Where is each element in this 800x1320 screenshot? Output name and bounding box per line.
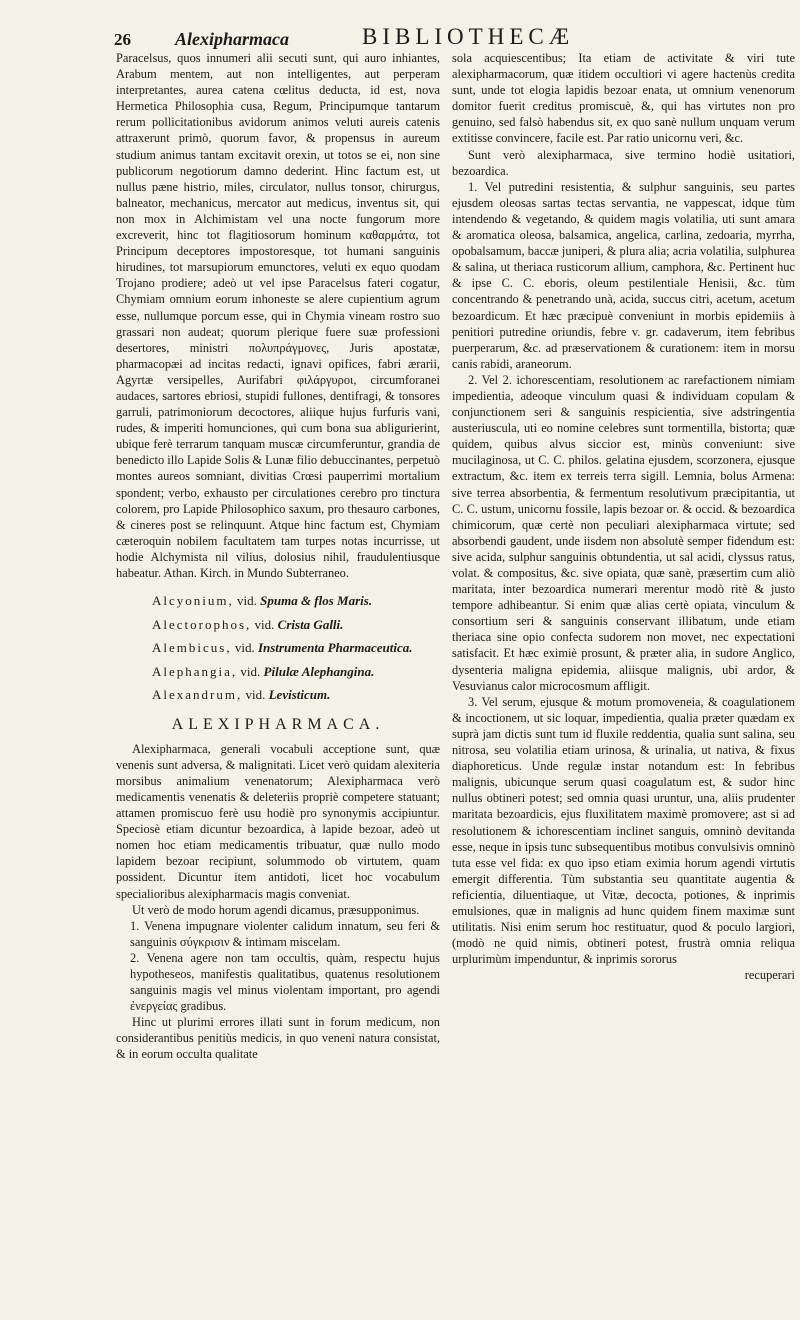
entry-reference: Instrumenta Pharmaceutica. [257,640,413,656]
entry-reference: Levisticum. [268,687,331,703]
see-prefix: vid. [237,593,257,609]
numbered-item: 1. Venena impugnare violenter calidum innatum, seu feri & sanguinis σύγκρισιν & intimam miscelam. [130,918,440,949]
paragraph: Alexipharmaca, generali vocabuli acceptione sunt, quæ venenis sunt adversa, & malignitati. Licet verò quidam alexiteria morsibus animalium venenatorum; Alexipharmaca verò medicamentis venenatis & deleteriis propriè competere statuant; attamen promiscuo ferè usu hodiè pro synonymis accipiuntur. Speciosè etiam dicuntur bezoardica, à lapide bezoar, adeò ut nomen hoc etiam medicamentis tribuatur, quæ nullo modo lapidem bezoar recipiunt, solummodo ob virtutem, quam possident. Dicuntur item antidoti, licet hoc vocabulum specialioribus alexipharmacis magis conveniat. [116,741,440,901]
numbered-item: 1. Vel putredini resistentia, & sulphur sanguinis, seu partes ejusdem oleosas sartas tectas servantia, ne vappescat, idque tùm intendendo & vegetando, & quidem magis volatilia, uti sunt amara & aromatica oleosa, balsamica, angelica, carlina, zedoaria, myrrha, opobalsamum, baccæ juniperi, & plura alia; acria volatilia, sulphurea & salina, ut theriaca rusticorum allium, camphora, &c. Pertinent huc & ipse C. C. eboris, oleum pestilentiale Henisii, &c. tùm concentrando & penetrando unà, acida, succus citri, acetum, acetum bezoardicum. Et hæc præcipuè conveniunt in morbis epidemiis à penitiori putredine oriundis, febre v. gr. cadaverum, item febribus puerperarum, &c. ad præservationem & curationem: item in morsu canis rabidi, araneorum. [452,179,795,371]
catchword: recuperari [744,968,795,983]
cross-reference-list [116,589,440,707]
numbered-item: 3. Vel serum, ejusque & motum promoveneia, & coagulationem & incoctionem, ut sic loquar, impedientia, qualia præter quædam ex suprà jam dictis sunt tum id fluxile reddentia, qualia sunt salina, seu nitrosa, seu volatilia etiam urinosa, & urinalia, ut nativa, & fixus diaphoreticus. Unde regulæ instar notandum est: In febribus malignis, ubicunque serum quasi coagulatum est, & sudor hinc nullus obtineri potest; sed omnia quasi uruntur, una, aliis prudenter maritata bezoardicis, ejus fluxilitatem maximè promovere; ast si ad resolutionem & ichorescentiam inclinet sanguis, omninò devitanda esse, neque in ipsis tunc subsequentibus motibus convulsivis omninò tuta esse vel fida: ex quo ipso etiam eximia horum agendi virtutis emergit differentia. Tùm substantia seu quantitate augentia & reficientia, diluentiaque, ut Vitæ, decocta, potiones, & inprimis emulsiones, quæ in malignis ad hunc quidem finem maximæ sunt utilitatis. Nisi enim serum hoc restituatur, quod & poculo largiori, (modò ne quid nimis, obtineri potest, frustrà omnia reliqua urplurimùm impenduntur, & inprimis sororus [452,694,795,967]
entry-term: Alembicus, [152,640,232,656]
entry-term: Alexandrum, [152,687,243,703]
paragraph: Paracelsus, quos innumeri alii secuti sunt, qui auro inhiantes, Arabum mentem, aut non intelligentes, aut perperam interpretantes, aurea catena cœlitus deducta, id est, nova Hermetica Philosophia cusa, Regum, Principumque tantarum rerum pollicitationibus avidorum animos veluti aureis catenis attraxerunt primò, quorum favor, & propensus in aureum studium animus tantam excitavit orexin, ut totos se ei, non sine publicorum negotiorum damno dederint. Hinc factum est, ut nullus pæne histrio, miles, circulator, nullus tonsor, chirurgus, balneator, mechanicus, mercator aut medicus, inventus sit, qui non mox in Alchimistam vel una nocte fungorum more excreverit, hinc tot flagitiosorum hominum καθαρμάτα, tot Principum deceptores impostoresque, tot humani sanguinis hirudines, tot marsupiorum emunctores, veluti ex equo quodam Trojano prodiere; adeò ut vel ipse Paracelsus fateri cogatur, Chymiam omnium eorum inhoneste se alere cupientium agrum esse, nullumque porcum esse, qui in Chymia vineam rostro suo grassari non audeat; quorum plerique fuere suæ professioni desertores, ministri πολυπράγμονες, Juris apostatæ, pharmacopæi ad incitas redacti, ignavi opifices, fabri ærarii, Agyrtæ versipelles, Aurifabri φιλάργυροι, circumforanei audaces, sartores ebriosi, stupidi fullones, dentifragi, & tonsores garruli, patrimoniorum decoctores, aliique hujus furfuris vani, rudes, & imperiti homunciones, qui cum bona sua abligurierint, ubique ferè terrarum tanquam muscæ circumferuntur, grandia de benedicto illo Lapide Solis & Lunæ filio debuccinantes, perpetuò montes aureos somniant, divitias Crœsi pauperrimi mortalium spondent; verbo, exhausto per circulationes cerebro pro tinctura colorem, pro Lapide Philosophico saxum, pro thesauro carbones, & cineres post se relinquunt. Atque hinc factum est, Chymiam cæteroquin nobilem facultatem tam turpes notas incurrisse, ut hodie Alchymista nil vilius, dolosius nihil, fraudulentiusque habeatur. Athan. Kirch. in Mundo Subterraneo. [116,51,440,580]
entry-term: Alcyonium, [152,593,234,609]
cross-reference [116,613,440,637]
entry-term: Alephangia, [152,663,238,679]
numbered-item: 2. Venena agere non tam occultis, quàm, respectu hujus hypotheseos, manifestis qualitatibus, quatenus resolutionem sanguinis magis vel minus violentam important, pro agendi ἐνεργείας gradibus. [130,950,440,1014]
paragraph: sola acquiescentibus; Ita etiam de activitate & viri tute alexipharmacorum, quæ itidem occultiori vi agere hactenùs credita sunt, unde tot elogia lapidis bezoar enata, ut omnium venenorum domitor fuerit creditus promiscuè, &, qui has virtutes non pro genuino, sed falsò habendus sit, ex quo sanè nullum unquam verum extitisse convincere, facile est. Par ratio unicornu veri, &c. [452,51,795,146]
see-prefix: vid. [245,687,266,703]
running-title: Alexipharmaca [175,29,290,49]
collection-title: BIBLIOTHECÆ [362,24,575,49]
numbered-item: 2. Vel 2. ichorescentiam, resolutionem ac rarefactionem nimiam impedientia, adeoque vinculum quasi & individuam copulam & conjunctionem seri & sanguinis respicientia, sive adstringentia austeriuscula, uti eo nomine celebres sunt tormentilla, bistorta; quæ quidem, quibus alvus siccior est, minùs conveniunt: sive mucilaginosa, ut C. C. philos. gelatina ejusdem, scorzonera, ejusque extractum, &c. item ex terreis terra sigill. Lemnia, bolus Armena: sive terrea absorbentia, & fermentum resolutivum præcipitantia, ut C. C. ustum, unicornu fossile, lapis bezoar or. & occid. & bezoardica chimicorum, quæ certè non peculiari alexipharmaca virtute; sed absorbendi gaudent, unde iisdem non absolutè semper fidendum est: sive acida, sulphur sanguinis obtundentia, ut sal acidi, clyssus ratus, volat. & compositus, &c. sive opiata, quæ sanè, præsertim cum aliò maritata, inter bezoardica numerari merentur modò ritè & justo tempore adhibeantur. Si enim quæ alias certè opiata, vinculum & consortium seri & sanguinis conservant illibatum, unde etiam theriaca sine opio confecta sudorem non movet, nec expectationi satisfacit. Et hæc eximiè prosunt, & præter alia, in sudore Anglico, dysenteria maligna epidemia, aliisque malignis, ubi ardor, & Vesuvianus calor microcosmum affligit. [452,372,795,693]
see-prefix: vid. [240,663,261,679]
cross-reference [116,636,440,660]
left-column [116,50,440,1063]
page-number: 26 [114,30,131,49]
entry-reference: Spuma & flos Maris. [260,593,373,609]
running-head [0,22,800,52]
paragraph: Sunt verò alexipharmaca, sive termino hodiè usitatiori, bezoardica. [452,147,795,178]
cross-reference [116,683,440,707]
paragraph: Ut verò de modo horum agendi dicamus, præsupponimus. [132,902,420,917]
section-heading: ALEXIPHARMACA. [171,715,385,733]
entry-term: Alectorophos, [152,616,252,632]
cross-reference [116,589,440,613]
see-prefix: vid. [234,640,255,656]
entry-reference: Pilulæ Alephangina. [263,663,375,679]
entry-reference: Crista Galli. [277,616,344,632]
see-prefix: vid. [254,616,275,632]
right-column [452,50,795,983]
cross-reference [116,660,440,684]
paragraph: Hinc ut plurimi errores illati sunt in forum medicum, non considerantibus penitiùs medicis, in quo veneni natura consistat, & in eorum occulta qualitate [116,1015,440,1062]
